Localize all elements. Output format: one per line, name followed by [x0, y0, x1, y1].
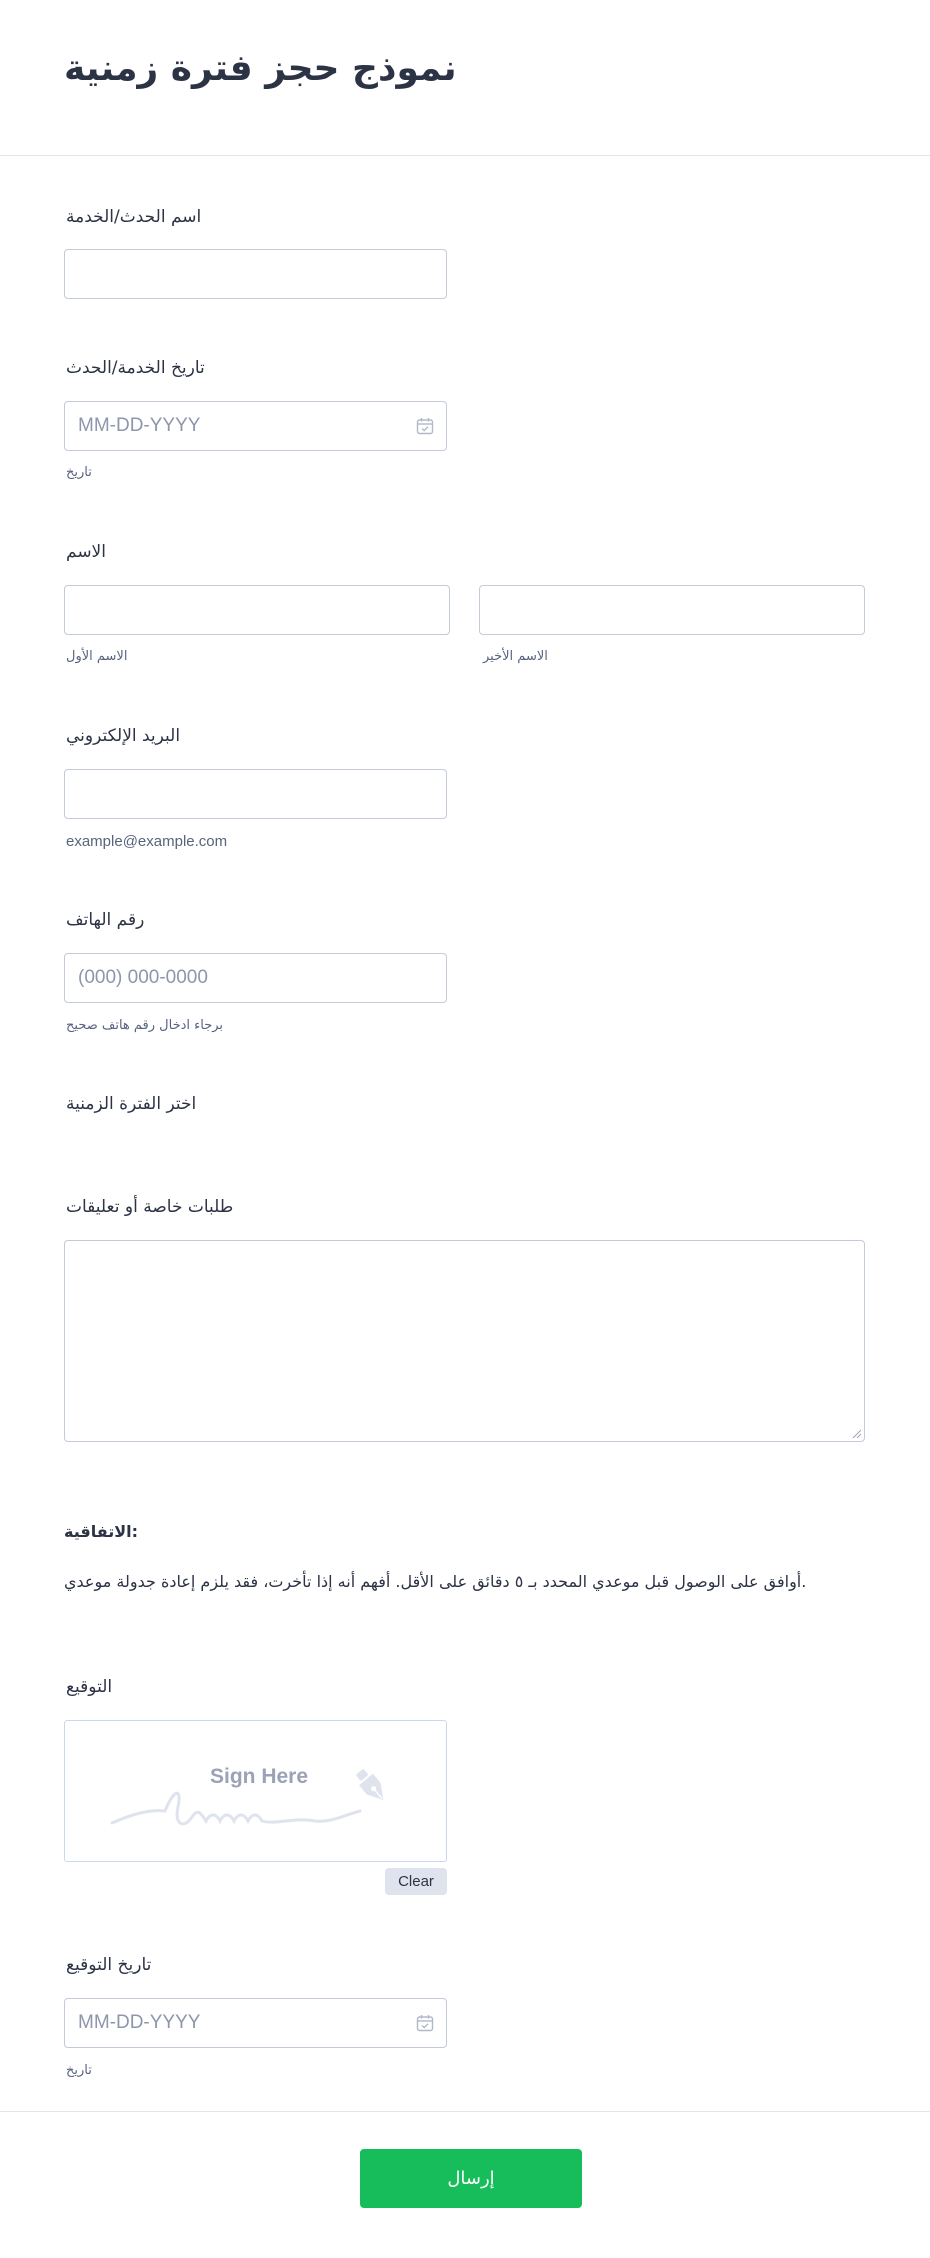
- header-divider: [0, 155, 930, 156]
- signature-label: التوقيع: [66, 1677, 113, 1697]
- last-name-sublabel: الاسم الأخير: [483, 649, 548, 664]
- last-name-input[interactable]: [479, 585, 865, 635]
- first-name-sublabel: الاسم الأول: [66, 649, 128, 664]
- service-date-sublabel: تاريخ: [66, 465, 92, 480]
- agreement-heading: الاتفاقية:: [64, 1522, 139, 1541]
- phone-placeholder: (000) 000-0000: [78, 967, 208, 988]
- resize-grip-icon[interactable]: [851, 1428, 861, 1438]
- email-sublabel: example@example.com: [66, 833, 228, 850]
- signature-date-label: تاريخ التوقيع: [66, 1955, 152, 1975]
- agreement-text: أوافق على الوصول قبل موعدي المحدد بـ ٥ دقائق على الأقل. أفهم أنه إذا تأخرت، فقد يلزم إعادة جدولة موعدي.: [64, 1572, 807, 1591]
- calendar-icon[interactable]: [416, 417, 434, 435]
- email-input[interactable]: [64, 769, 447, 819]
- service-date-placeholder: MM-DD-YYYY: [78, 415, 201, 436]
- signature-date-input[interactable]: [64, 1998, 447, 2048]
- signature-pad[interactable]: [64, 1720, 447, 1862]
- time-slot-label: اختر الفترة الزمنية: [66, 1094, 197, 1114]
- page-title: نموذج حجز فترة زمنية: [64, 48, 457, 89]
- phone-sublabel: برجاء ادخال رقم هاتف صحيح: [66, 1018, 224, 1033]
- submit-button[interactable]: إرسال: [360, 2149, 582, 2208]
- phone-label: رقم الهاتف: [66, 910, 145, 930]
- phone-input[interactable]: [64, 953, 447, 1003]
- requests-label: طلبات خاصة أو تعليقات: [66, 1197, 234, 1217]
- requests-textarea[interactable]: [64, 1240, 865, 1442]
- first-name-input[interactable]: [64, 585, 450, 635]
- signature-date-placeholder: MM-DD-YYYY: [78, 2012, 201, 2033]
- name-label: الاسم: [66, 542, 106, 562]
- signature-date-sublabel: تاريخ: [66, 2063, 92, 2078]
- service-date-input[interactable]: [64, 401, 447, 451]
- footer-divider: [0, 2111, 930, 2112]
- clear-signature-button[interactable]: Clear: [385, 1868, 447, 1895]
- pen-nib-icon: [347, 1765, 395, 1809]
- event-name-label: اسم الحدث/الخدمة: [66, 207, 202, 227]
- event-name-input[interactable]: [64, 249, 447, 299]
- service-date-label: تاريخ الخدمة/الحدث: [66, 358, 205, 378]
- email-label: البريد الإلكتروني: [66, 726, 181, 746]
- signature-placeholder: Sign Here: [210, 1765, 309, 1788]
- calendar-icon[interactable]: [416, 2014, 434, 2032]
